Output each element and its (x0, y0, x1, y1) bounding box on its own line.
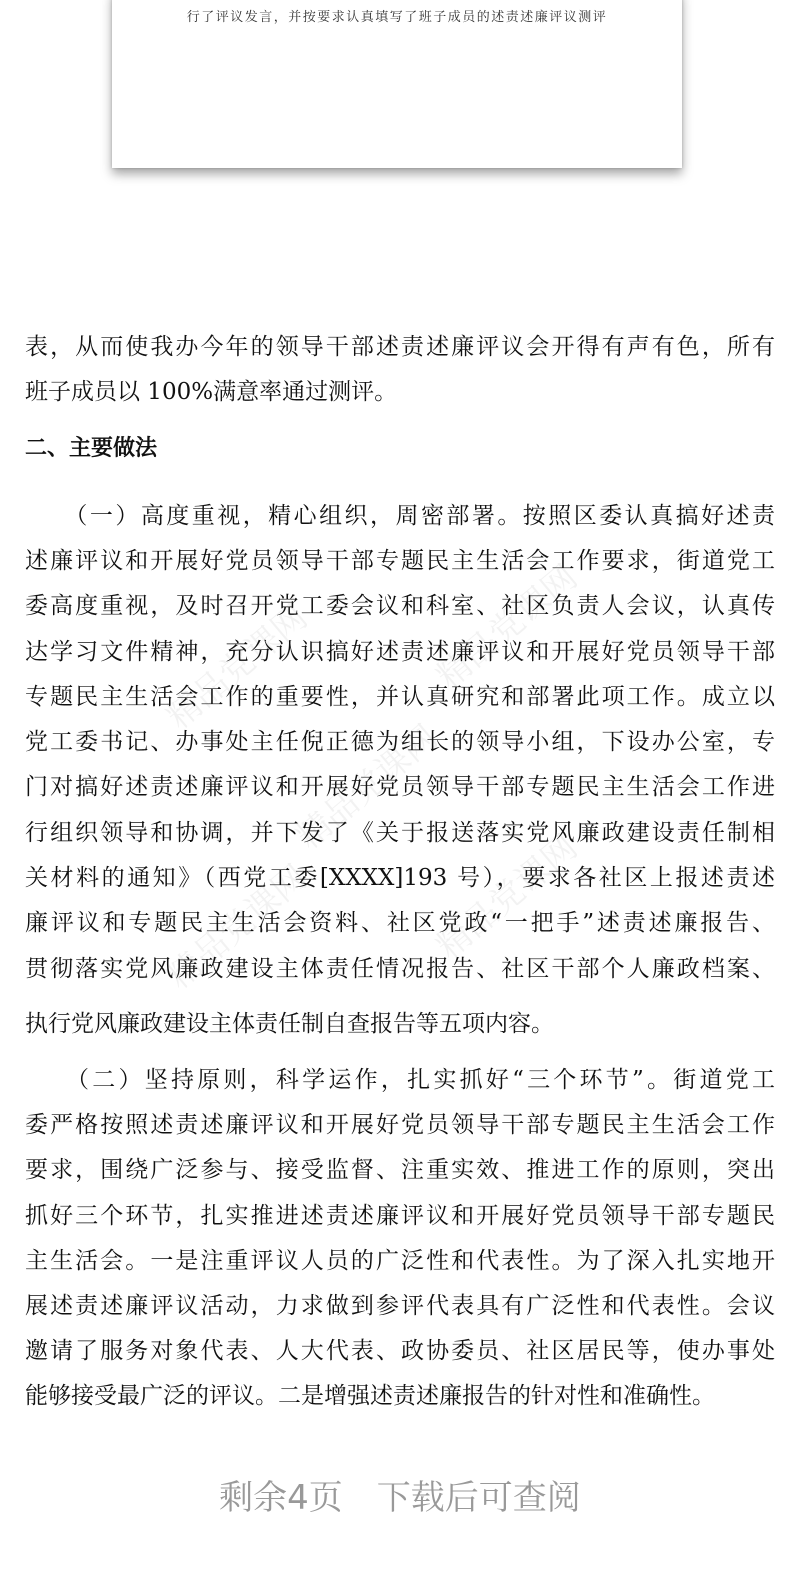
preview-text: 行了评议发言，并按要求认真填写了班子成员的述责述廉评议测评 (186, 10, 608, 25)
paragraph-line: 邀请了服务对象代表、人大代表、政协委员、社区居民等，使办事处 (25, 1338, 775, 1364)
paragraph-line: （一）高度重视，精心组织，周密部署。按照区委认真搞好述责 (25, 503, 775, 529)
paragraph-line: 执行党风廉政建设主体责任制自查报告等五项内容。 (25, 1011, 554, 1037)
paragraph-line: 要求，围绕广泛参与、接受监督、注重实效、推进工作的原则，突出 (25, 1157, 775, 1183)
paragraph-line: 委严格按照述责述廉评议和开展好党员领导干部专题民主生活会工作 (25, 1112, 775, 1138)
paragraph-line: 贯彻落实党风廉政建设主体责任情况报告、社区干部个人廉政档案、 (25, 956, 775, 982)
paragraph-line: 委高度重视，及时召开党工委会议和科室、社区负责人会议，认真传 (25, 593, 775, 619)
paragraph-line: 抓好三个环节，扎实推进述责述廉评议和开展好党员领导干部专题民 (25, 1203, 775, 1229)
paragraph-line: 主生活会。一是注重评议人员的广泛性和代表性。为了深入扎实地开 (25, 1248, 775, 1274)
watermark: 精品党课网 (429, 827, 586, 968)
watermark: 精品党课网 (289, 717, 446, 858)
paragraph-line: 廉评议和专题民主生活会资料、社区党政“一把手”述责述廉报告、 (25, 910, 775, 936)
paragraph-line: 行组织领导和协调，并下发了《关于报送落实党风廉政建设责任制相 (25, 820, 775, 846)
paragraph-line: 党工委书记、办事处主任倪正德为组长的领导小组，下设办公室，专 (25, 729, 775, 755)
paragraph-line: （二）坚持原则，科学运作，扎实抓好“三个环节”。街道党工 (25, 1067, 775, 1093)
paragraph-line: 关材料的通知》（西党工委[XXXX]193 号），要求各社区上报述责述 (25, 865, 775, 891)
paragraph-line: 述廉评议和开展好党员领导干部专题民主生活会工作要求，街道党工 (25, 548, 775, 574)
watermark: 精品党课网 (159, 597, 316, 738)
download-to-read-more-button[interactable]: 剩余4页 下载后可查阅 (219, 1478, 581, 1518)
paragraph-line: 门对搞好述责述廉评议和开展好党员领导干部专题民主生活会工作进 (25, 774, 775, 800)
previous-page-preview (112, 0, 682, 168)
paragraph-line: 达学习文件精神，充分认识搞好述责述廉评议和开展好党员领导干部 (25, 639, 775, 665)
paragraph-line: 能够接受最广泛的评议。二是增强述责述廉报告的针对性和准确性。 (25, 1383, 715, 1409)
paragraph-line: 表，从而使我办今年的领导干部述责述廉评议会开得有声有色，所有 (25, 334, 775, 360)
watermark: 精品党课网 (429, 557, 586, 698)
section-heading: 二、主要做法 (25, 436, 158, 461)
paragraph-line: 展述责述廉评议活动，力求做到参评代表具有广泛性和代表性。会议 (25, 1293, 775, 1319)
paragraph-line: 专题民主生活会工作的重要性，并认真研究和部署此项工作。成立以 (25, 684, 775, 710)
paragraph-line: 班子成员以 100%满意率通过测评。 (25, 379, 398, 405)
watermark: 精品党课网 (159, 857, 316, 998)
